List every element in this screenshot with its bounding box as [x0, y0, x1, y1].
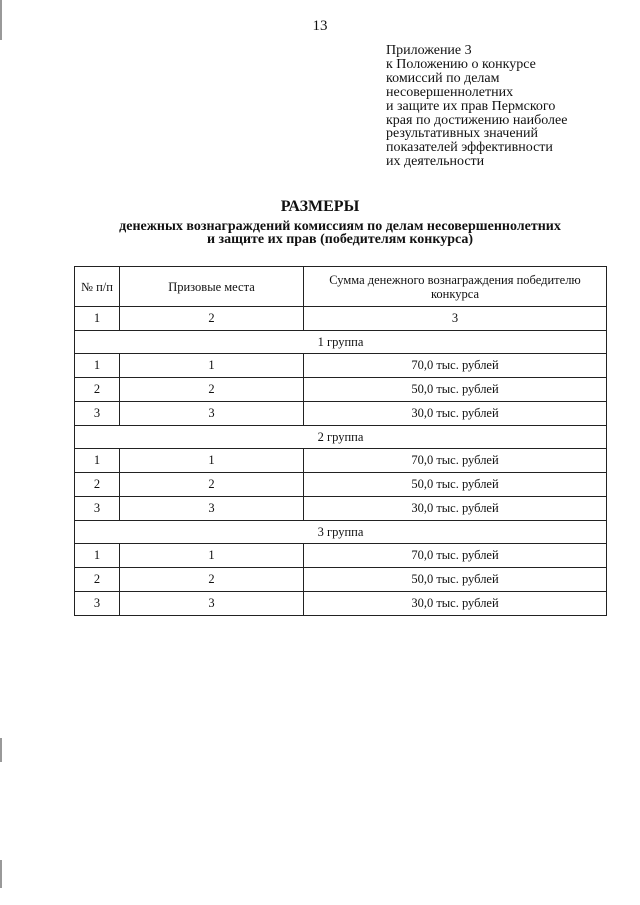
appendix-line: к Положению о конкурсе	[386, 56, 536, 72]
appendix-line: комиссий по делам	[386, 70, 500, 86]
row-amount: 70,0 тыс. рублей	[304, 449, 607, 473]
group-header-row	[75, 331, 607, 354]
table-header-row	[75, 267, 607, 307]
table-row	[75, 544, 607, 568]
row-num: 3	[75, 402, 120, 426]
subtitle-line-1: денежных вознаграждений комиссиям по делам несовершеннолетних	[119, 219, 561, 234]
group-label: 1 группа	[75, 331, 607, 354]
row-place: 1	[120, 354, 304, 378]
group-label: 3 группа	[75, 521, 607, 544]
scan-edge-mark	[0, 860, 2, 888]
row-num: 3	[75, 592, 120, 616]
table-row	[75, 378, 607, 402]
table-cell: 2	[120, 307, 304, 331]
appendix-line: несовершеннолетних	[386, 84, 514, 100]
row-place: 1	[120, 544, 304, 568]
appendix-line: Приложение 3	[386, 43, 472, 58]
row-num: 2	[75, 378, 120, 402]
row-amount: 30,0 тыс. рублей	[304, 592, 607, 616]
appendix-line: и защите их прав Пермского	[386, 98, 556, 114]
table-row	[75, 568, 607, 592]
row-amount: 30,0 тыс. рублей	[304, 497, 607, 521]
appendix-note	[386, 44, 626, 169]
row-place: 2	[120, 378, 304, 402]
row-num: 1	[75, 449, 120, 473]
row-amount: 50,0 тыс. рублей	[304, 378, 607, 402]
table-cell: 3	[304, 307, 607, 331]
row-place: 2	[120, 568, 304, 592]
table-row	[75, 354, 607, 378]
table-row	[75, 402, 607, 426]
table-row	[75, 497, 607, 521]
subtitle-line-2: и защите их прав (победителям конкурса)	[206, 232, 474, 247]
header-num: № п/п	[75, 267, 120, 307]
row-amount: 70,0 тыс. рублей	[304, 544, 607, 568]
table-row	[75, 473, 607, 497]
row-amount: 30,0 тыс. рублей	[304, 402, 607, 426]
row-place: 2	[120, 473, 304, 497]
appendix-line: края по достижению наиболее	[386, 112, 568, 128]
row-num: 1	[75, 544, 120, 568]
table-row	[75, 592, 607, 616]
row-num: 1	[75, 354, 120, 378]
table-index-row	[75, 307, 607, 331]
row-amount: 50,0 тыс. рублей	[304, 473, 607, 497]
scan-edge-mark	[0, 738, 2, 762]
appendix-line: результативных значений	[386, 126, 539, 142]
rewards-table	[74, 266, 607, 616]
document-title: РАЗМЕРЫ	[280, 198, 360, 215]
table-row	[75, 449, 607, 473]
row-place: 1	[120, 449, 304, 473]
appendix-line: показателей эффективности	[386, 140, 553, 156]
group-label: 2 группа	[75, 426, 607, 449]
row-place: 3	[120, 592, 304, 616]
row-amount: 70,0 тыс. рублей	[304, 354, 607, 378]
page-number: 13	[312, 18, 328, 34]
header-amount: Сумма денежного вознаграждения победителю конкурса	[304, 267, 607, 307]
appendix-line: их деятельности	[386, 154, 485, 170]
row-num: 2	[75, 473, 120, 497]
row-place: 3	[120, 497, 304, 521]
row-place: 3	[120, 402, 304, 426]
row-num: 3	[75, 497, 120, 521]
row-num: 2	[75, 568, 120, 592]
table-cell: 1	[75, 307, 120, 331]
scan-edge-mark	[0, 0, 2, 40]
group-header-row	[75, 426, 607, 449]
group-header-row	[75, 521, 607, 544]
document-subtitle	[80, 220, 600, 246]
header-place: Призовые места	[120, 267, 304, 307]
row-amount: 50,0 тыс. рублей	[304, 568, 607, 592]
